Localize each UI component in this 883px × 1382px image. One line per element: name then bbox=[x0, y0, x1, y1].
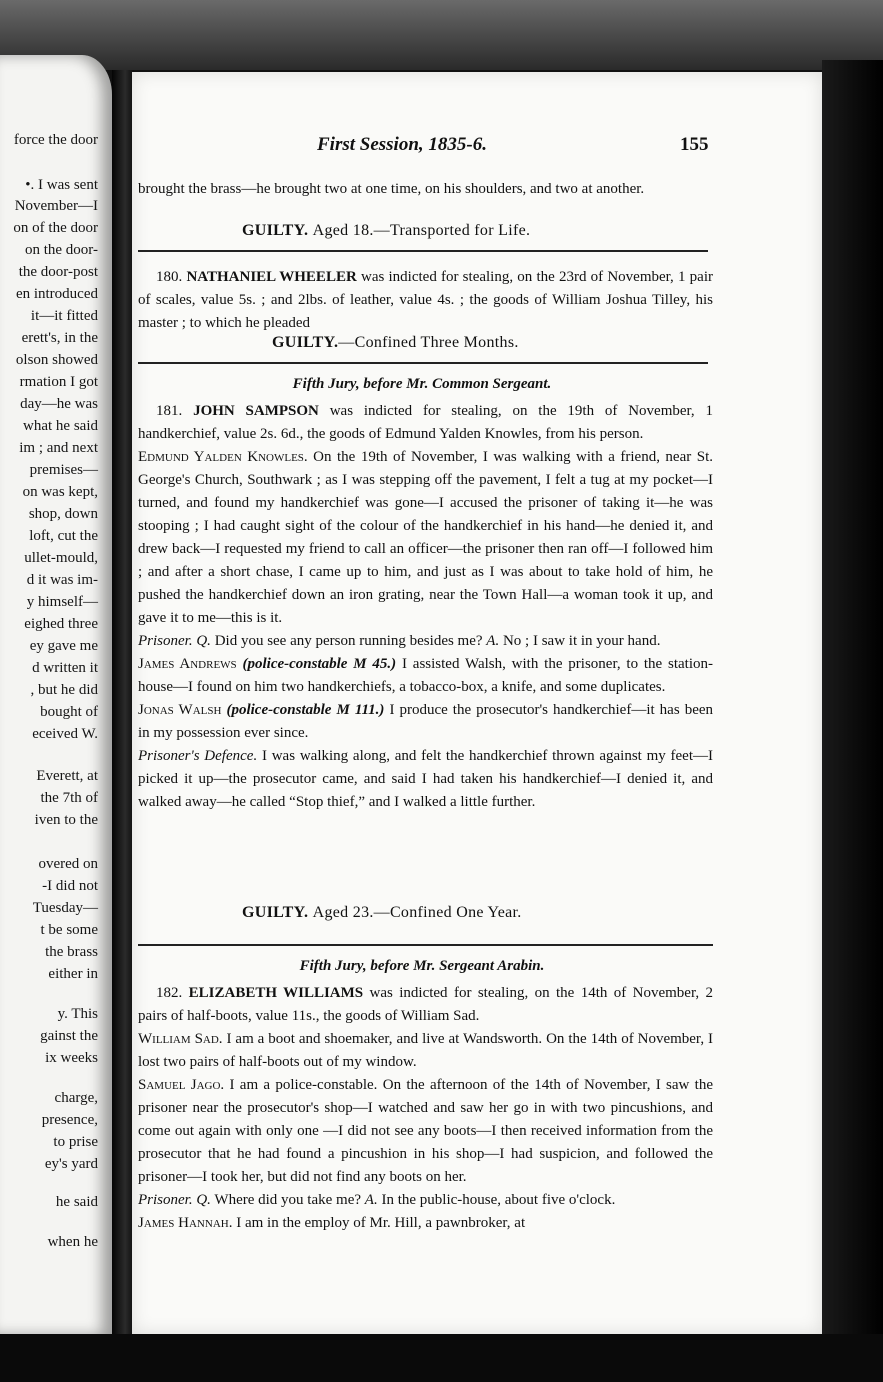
left-page-line: Tuesday— bbox=[32, 900, 98, 916]
verdict-1: GUILTY. Aged 18.—Transported for Life. bbox=[242, 222, 531, 239]
jury-heading-2: Fifth Jury, before Mr. Sergeant Arabin. bbox=[299, 958, 545, 974]
case-180: 180. NATHANIEL WHEELER was indicted for stealing, on the 23rd of November, 1 pair of scales, value 5s. ; and 2lbs. of leather, value 4s. ; the goods of William Joshua Tilley, his master ; to which he pleaded bbox=[138, 269, 713, 331]
facing-page-left bbox=[0, 55, 112, 1335]
left-page-line: the door-post bbox=[18, 264, 98, 280]
left-page-line: when he bbox=[47, 1234, 98, 1250]
verdict-3: GUILTY. Aged 23.—Confined One Year. bbox=[242, 904, 522, 921]
scan-background-right bbox=[822, 60, 883, 1350]
left-page-line: im ; and next bbox=[19, 440, 98, 456]
divider-1 bbox=[138, 250, 708, 252]
defendant-name: ELIZABETH WILLIAMS bbox=[188, 985, 364, 1001]
left-page-line: he said bbox=[55, 1194, 98, 1210]
left-page-line: the brass bbox=[45, 944, 98, 960]
defendant-name: NATHANIEL WHEELER bbox=[186, 269, 357, 285]
left-page-line: Everett, at bbox=[36, 768, 98, 784]
left-page-line: iven to the bbox=[34, 812, 98, 828]
left-page-line: d written it bbox=[32, 660, 98, 676]
left-page-line: olson showed bbox=[15, 352, 98, 368]
left-page-line: to prise bbox=[53, 1134, 98, 1150]
page-number: 155 bbox=[680, 134, 709, 155]
main-page bbox=[132, 72, 822, 1334]
left-page-line: t be some bbox=[40, 922, 98, 938]
divider-3 bbox=[138, 944, 713, 946]
left-page-line: day—he was bbox=[20, 396, 98, 412]
left-page-line: y himself— bbox=[26, 594, 98, 610]
scan-background-bottom bbox=[0, 1334, 883, 1382]
left-page-line: November—I bbox=[14, 198, 98, 214]
left-page-line: , but he did bbox=[30, 682, 98, 698]
left-page-line: ey gave me bbox=[29, 638, 98, 654]
case-182: 182. ELIZABETH WILLIAMS was indicted for stealing, on the 14th of November, 2 pairs of half-boots, value 11s., the goods of William Sad. William Sad. I am a boot and shoemaker, and live at Wandsworth. On the 14th of November, I lost two pairs of half-boots out of my window. Samuel Jago. I am a police-constable. On the afternoon of the 14th of November, I saw the prisoner near the prosecutor's shop—I watched and saw her go in with two pincushions, and come out again with only one —I did not see any boots—I then received information from the prosecutor that he had found a pincushion in his shop—I had suspicion, and followed the prisoner—I took her, but did not find any boots on her. Prisoner. Q. Where did you take me? A. In the public-house, about five o'clock. James Hannah. I am in the employ of Mr. Hill, a pawnbroker, at bbox=[138, 985, 714, 1231]
left-page-line: on was kept, bbox=[22, 484, 98, 500]
defendant-name: JOHN SAMPSON bbox=[193, 403, 319, 419]
left-page-line: bought of bbox=[40, 704, 98, 720]
book-gutter bbox=[112, 70, 134, 1340]
left-page-line: the 7th of bbox=[40, 790, 98, 806]
left-page-line: eighed three bbox=[24, 616, 98, 632]
left-page-line: charge, bbox=[54, 1090, 98, 1106]
left-page-line: y. This bbox=[57, 1006, 98, 1022]
left-page-line: premises— bbox=[29, 462, 98, 478]
left-page-line: what he said bbox=[23, 418, 98, 434]
left-page-line: gainst the bbox=[40, 1028, 98, 1044]
left-page-line: ullet-mould, bbox=[24, 550, 98, 566]
page-header bbox=[132, 134, 822, 164]
intro-paragraph: brought the brass—he brought two at one time, on his shoulders, and two at another. bbox=[138, 181, 645, 197]
left-page-line: presence, bbox=[41, 1112, 98, 1128]
witness-name: James Andrews bbox=[138, 656, 237, 672]
left-page-line: either in bbox=[48, 966, 98, 982]
witness-name: Samuel Jago. bbox=[138, 1077, 225, 1093]
left-page-line: en introduced bbox=[15, 286, 98, 302]
left-page-line: d it was im- bbox=[26, 572, 98, 588]
left-page-line: loft, cut the bbox=[29, 528, 98, 544]
verdict-2: GUILTY.—Confined Three Months. bbox=[272, 334, 519, 351]
left-page-line: ey's yard bbox=[44, 1156, 98, 1172]
jury-heading-1: Fifth Jury, before Mr. Common Sergeant. bbox=[292, 376, 552, 392]
left-page-line: on of the door bbox=[13, 220, 98, 236]
left-page-line: rmation I got bbox=[19, 374, 98, 390]
left-page-line: force the door bbox=[13, 132, 98, 148]
witness-name: Jonas Walsh bbox=[138, 702, 222, 718]
left-page-line: it—it fitted bbox=[30, 308, 98, 324]
witness-name: William Sad. bbox=[138, 1031, 223, 1047]
left-page-line: erett's, in the bbox=[21, 330, 98, 346]
left-page-line: eceived W. bbox=[32, 726, 98, 742]
left-page-line: shop, down bbox=[28, 506, 98, 522]
left-page-line: -I did not bbox=[42, 878, 98, 894]
left-page-line: ix weeks bbox=[45, 1050, 98, 1066]
left-page-line: overed on bbox=[38, 856, 98, 872]
scan-background-top bbox=[0, 0, 883, 70]
witness-name: Edmund Yalden Knowles. bbox=[138, 449, 308, 465]
running-title: First Session, 1835-6. bbox=[317, 134, 487, 155]
case-181: 181. JOHN SAMPSON was indicted for stealing, on the 19th of November, 1 handkerchief, value 2s. 6d., the goods of Edmund Yalden Knowles, from his person. Edmund Yalden Knowles. On the 19th of November, I was walking with a friend, near St. George's Church, Southwark ; as I was stepping off the pavement, I felt a tug at my pocket—I turned, and found my handkerchief was gone—I accused the prisoner of taking it—he was stooping ; I had caught sight of the colour of the handkerchief in his hand—he denied it, and drew back—I requested my friend to call an officer—the prisoner then ran off—I followed him ; and after a short chase, I came up to him, and just as I was about to take hold of him, he pushed the handkerchief down an iron grating, near the Town Hall—a woman took it up, and gave it to me—this is it. Prisoner. Q. Did you see any person running besides me? A. No ; I saw it in your hand. James Andrews (police-constable M 45.) I assisted Walsh, with the prisoner, to the station-house—I found on him two handkerchiefs, a tobacco-box, a knife, and some duplicates. Jonas Walsh (police-constable M 111.) I produce the prosecutor's handkerchief—it has been in my possession ever since. Prisoner's Defence. I was walking along, and felt the handkerchief thrown against my feet—I picked it up—the prosecutor came, and said I had taken his handkerchief—I denied it, and walked away—he called “Stop thief,” and I walked a little further. bbox=[138, 403, 714, 810]
left-page-line: •. I was sent bbox=[25, 177, 98, 193]
divider-2 bbox=[138, 362, 708, 364]
left-page-line: on the door- bbox=[24, 242, 98, 258]
witness-name: James Hannah. bbox=[138, 1215, 233, 1231]
